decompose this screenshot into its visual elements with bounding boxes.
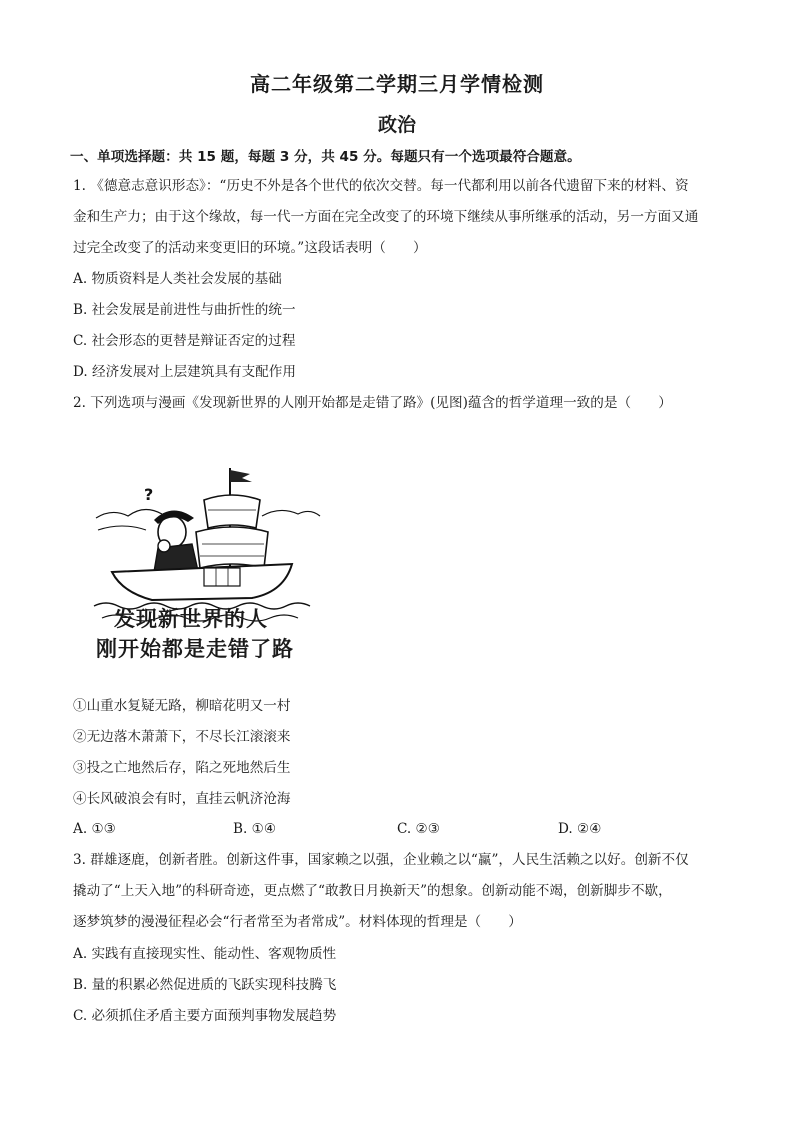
q3-option-c: C. 必须抓住矛盾主要方面预判事物发展趋势 xyxy=(73,1008,337,1024)
q2-option-b: B. ①④ xyxy=(233,821,277,837)
q1-stem-line-3: 过完全改变了的活动来变更旧的环境。”这段话表明（ ） xyxy=(73,240,427,256)
q2-statement-3: ③投之亡地然后存，陷之死地然后生 xyxy=(73,760,291,776)
q2-stem: 2. 下列选项与漫画《发现新世界的人刚开始都是走错了路》(见图)蕴含的哲学道理一致的是（ ） xyxy=(73,395,672,411)
exam-title: 高二年级第二学期三月学情检测 xyxy=(250,72,544,96)
ship-sail-top xyxy=(204,495,260,528)
ship-hull xyxy=(112,564,292,600)
q1-stem-line-2: 金和生产力；由于这个缘故，每一代一方面在完全改变了的环境下继续从事所继承的活动，另一方面又通 xyxy=(73,209,699,225)
subject-title: 政治 xyxy=(377,114,416,136)
section-heading: 一、单项选择题：共 15 题，每题 3 分，共 45 分。每题只有一个选项最符合题意。 xyxy=(70,149,581,165)
q1-option-d: D. 经济发展对上层建筑具有支配作用 xyxy=(73,364,296,380)
cartoon-caption-line-1: 发现新世界的人 xyxy=(114,607,268,631)
q2-option-a: A. ①③ xyxy=(73,821,116,837)
q1-option-c: C. 社会形态的更替是辩证否定的过程 xyxy=(73,333,296,349)
q3-stem-line-2: 撬动了“上天入地”的科研奇迹，更点燃了“敢教日月换新天”的想象。创新动能不竭，创新脚步不歇， xyxy=(73,883,672,899)
q1-option-a: A. 物质资料是人类社会发展的基础 xyxy=(73,271,282,287)
q3-stem-line-3: 逐梦筑梦的漫漫征程必会“行者常至为者常成”。材料体现的哲理是（ ） xyxy=(73,914,522,930)
q2-option-c: C. ②③ xyxy=(397,821,440,837)
q2-statement-2: ②无边落木萧萧下，不尽长江滚滚来 xyxy=(73,729,291,745)
ship-flag xyxy=(230,470,252,482)
ship-sail-bottom xyxy=(196,527,268,568)
q1-option-b: B. 社会发展是前进性与曲折性的统一 xyxy=(73,302,296,318)
q2-option-d: D. ②④ xyxy=(558,821,602,837)
q3-option-b: B. 量的积累必然促进质的飞跃实现科技腾飞 xyxy=(73,977,337,993)
q3-option-a: A. 实践有直接现实性、能动性、客观物质性 xyxy=(73,946,337,962)
q2-statement-1: ①山重水复疑无路，柳暗花明又一村 xyxy=(73,698,291,714)
question-mark-icon: ? xyxy=(144,485,154,504)
cartoon-caption-line-2: 刚开始都是走错了路 xyxy=(96,637,294,661)
q2-statement-4: ④长风破浪会有时，直挂云帆济沧海 xyxy=(73,791,291,807)
cartoon-caption xyxy=(92,604,322,664)
q3-stem-line-1: 3. 群雄逐鹿，创新者胜。创新这件事，国家赖之以强，企业赖之以“赢”，人民生活赖之以好。创新不仅 xyxy=(73,852,689,868)
compass-icon xyxy=(158,540,170,552)
q1-stem-line-1: 1. 《德意志意识形态》：“历史不外是各个世代的依次交替。每一代都利用以前各代遗留下来的材料、资 xyxy=(73,178,689,194)
